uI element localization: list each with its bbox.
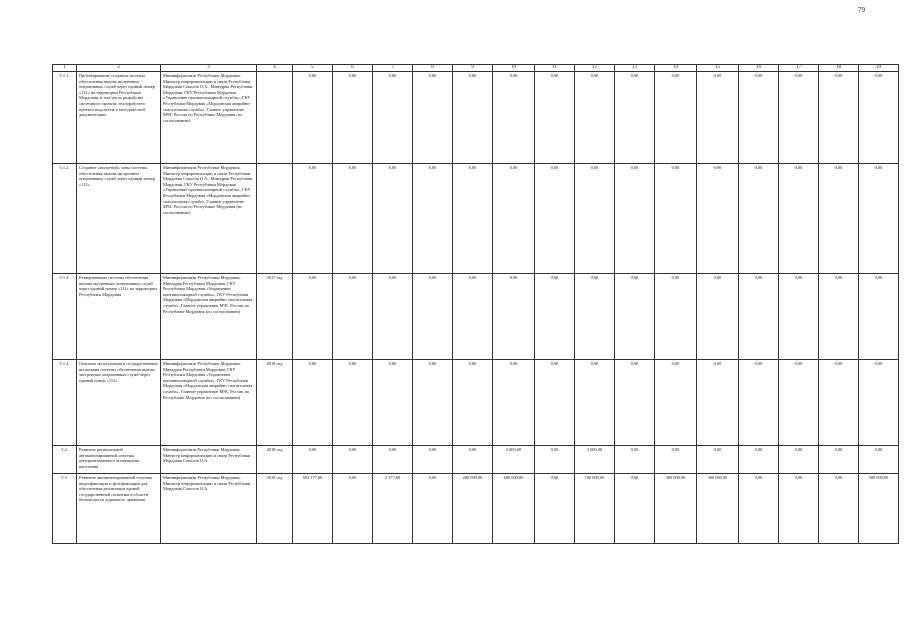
- amount-cell: 0,00: [739, 274, 779, 360]
- amount-cell: 0,00: [333, 446, 373, 474]
- table-row: [53, 474, 899, 544]
- item-year: 2018 год: [257, 360, 293, 446]
- amount-cell: 0,00: [819, 474, 859, 544]
- amount-cell: 0,00: [413, 72, 453, 164]
- item-number: 5.1.3.: [53, 274, 77, 360]
- item-executor: Мининформсвязи Республики Мордовия, Министр информатизации и связи Республики Мордовия Соколов О.А.: [161, 474, 257, 544]
- amount-cell: 0,00: [859, 360, 899, 446]
- amount-cell: 200 000,00: [453, 474, 493, 544]
- column-number-cell: 8: [413, 65, 453, 72]
- amount-cell: 300 000,00: [655, 474, 697, 544]
- amount-cell: 0,00: [493, 360, 535, 446]
- amount-cell: 0,00: [819, 164, 859, 274]
- column-number-cell: 7: [373, 65, 413, 72]
- column-number-cell: 17: [779, 65, 819, 72]
- amount-cell: 0,00: [333, 274, 373, 360]
- item-description: Развертывание системы обеспечения вызова экстренных оперативных служб через единый номер «112» на территории Республики Мордовия: [77, 274, 161, 360]
- amount-cell: 0,00: [333, 474, 373, 544]
- amount-cell: 0,00: [413, 274, 453, 360]
- column-number-cell: 18: [819, 65, 859, 72]
- amount-cell: 0,00: [293, 360, 333, 446]
- amount-cell: 0,00: [779, 164, 819, 274]
- amount-cell: 0,00: [535, 360, 575, 446]
- column-number-cell: 2: [77, 65, 161, 72]
- amount-cell: 0,00: [615, 274, 655, 360]
- page-number: 79: [858, 6, 865, 14]
- amount-cell: 3 000,00: [575, 446, 615, 474]
- amount-cell: 0,00: [819, 360, 859, 446]
- amount-cell: 0,00: [575, 72, 615, 164]
- amount-cell: 0,00: [575, 164, 615, 274]
- amount-cell: 0,00: [779, 360, 819, 446]
- column-number-cell: 15: [697, 65, 739, 72]
- column-number-cell: 11: [535, 65, 575, 72]
- column-number-cell: 10: [493, 65, 535, 72]
- table-row: [53, 274, 899, 360]
- item-description: Создание «пилотной» зоны системы обеспечения вызова экстренных оперативных служб через единый номер «112»: [77, 164, 161, 274]
- amount-cell: 0,00: [493, 274, 535, 360]
- column-number-cell: 6: [333, 65, 373, 72]
- table-row: [53, 164, 899, 274]
- amount-cell: 0,00: [453, 446, 493, 474]
- amount-cell: 0,00: [819, 446, 859, 474]
- amount-cell: 0,00: [739, 164, 779, 274]
- amount-cell: 0,00: [655, 164, 697, 274]
- amount-cell: 0,00: [293, 274, 333, 360]
- amount-cell: 502 177,60: [293, 474, 333, 544]
- amount-cell: 0,00: [535, 474, 575, 544]
- amount-cell: 0,00: [373, 274, 413, 360]
- amount-cell: 0,00: [779, 72, 819, 164]
- amount-cell: 0,00: [779, 474, 819, 544]
- amount-cell: 0,00: [779, 446, 819, 474]
- amount-cell: 0,00: [615, 446, 655, 474]
- amount-cell: 0,00: [373, 446, 413, 474]
- table-row: [53, 446, 899, 474]
- amount-cell: 100 000,00: [575, 474, 615, 544]
- amount-cell: 0,00: [493, 72, 535, 164]
- column-number-cell: 4: [257, 65, 293, 72]
- item-executor: Мининформсвязи Республики Мордовия, Минздрав Республики Мордовия, ГКУ Республики Мордовия «Управление противопожарной службы», ГКУ Республики Мордовия «Мордовская аварийно-спасательная служба», Главное управление МЧС России по Республике Мордовия (по согласованию): [161, 274, 257, 360]
- amount-cell: 0,00: [615, 360, 655, 446]
- item-description: Развитие автоматизированной системы видеофиксации и фотофиксации для обеспечения реализации единой государственной политики в области безопасности дорожного движения: [77, 474, 161, 544]
- amount-cell: 2 177,60: [373, 474, 413, 544]
- amount-cell: 0,00: [575, 274, 615, 360]
- amount-cell: 0,00: [697, 446, 739, 474]
- item-executor: Мининформсвязи Республики Мордовия, Министр информатизации и связи Республики Мордовия Соколов О.А., Минздрав Республики Мордовия, ГКУ Республики Мордовия «Управление противопожарной службы», ГКУ Республики Мордовия «Мордовская аварийно-спасательная служба», Главное управление МЧС России по Республике Мордовия (по согласованию): [161, 72, 257, 164]
- table-row: [53, 360, 899, 446]
- item-description: Опытная эксплуатация и государственные испытания системы обеспечения вызова экстренных оперативных служб через единый номер «112»: [77, 360, 161, 446]
- amount-cell: 0,00: [535, 274, 575, 360]
- amount-cell: 0,00: [453, 360, 493, 446]
- item-description: Развитие региональной автоматизированной системы централизованного оповещения населения: [77, 446, 161, 474]
- amount-cell: 0,00: [655, 446, 697, 474]
- amount-cell: 0,00: [655, 274, 697, 360]
- amount-cell: 0,00: [739, 446, 779, 474]
- item-number: 5.1.4.: [53, 360, 77, 446]
- column-number-cell: 12: [575, 65, 615, 72]
- column-number-cell: 16: [739, 65, 779, 72]
- program-table: [52, 64, 899, 544]
- item-number: 5.2.: [53, 446, 77, 474]
- amount-cell: 0,00: [333, 164, 373, 274]
- column-number-cell: 14: [655, 65, 697, 72]
- amount-cell: 0,00: [859, 164, 899, 274]
- item-year: [257, 72, 293, 164]
- amount-cell: 0,00: [819, 72, 859, 164]
- column-number-cell: 13: [615, 65, 655, 72]
- column-number-cell: 1: [53, 65, 77, 72]
- amount-cell: 0,00: [373, 72, 413, 164]
- amount-cell: 0,00: [535, 72, 575, 164]
- amount-cell: 0,00: [575, 360, 615, 446]
- amount-cell: 0,00: [413, 474, 453, 544]
- column-number-cell: 5: [293, 65, 333, 72]
- amount-cell: 0,00: [333, 360, 373, 446]
- amount-cell: 0,00: [453, 164, 493, 274]
- amount-cell: 0,00: [535, 164, 575, 274]
- amount-cell: 0,00: [859, 274, 899, 360]
- column-number-row: [53, 65, 899, 72]
- column-number-cell: 19: [859, 65, 899, 72]
- amount-cell: 0,00: [739, 72, 779, 164]
- item-number: 5.1.2.: [53, 164, 77, 274]
- amount-cell: 0,00: [655, 360, 697, 446]
- amount-cell: 300 000,00: [697, 474, 739, 544]
- amount-cell: 600 000,00: [493, 474, 535, 544]
- amount-cell: 0,00: [615, 72, 655, 164]
- amount-cell: 0,00: [413, 446, 453, 474]
- amount-cell: 0,00: [615, 164, 655, 274]
- item-executor: Мининформсвязи Республики Мордовия, Министр информатизации и связи Республики Мордовия Соколов О.А., Минздрав Республики Мордовия, ГКУ Республики Мордовия «Управление противопожарной службы», ГКУ Республики Мордовия «Мордовская аварийно-спасательная служба», Главное управление МЧС России по Республике Мордовия (по согласованию): [161, 164, 257, 274]
- amount-cell: 0,00: [615, 474, 655, 544]
- column-number-cell: 3: [161, 65, 257, 72]
- item-year: [257, 164, 293, 274]
- amount-cell: 3 000,00: [493, 446, 535, 474]
- amount-cell: 0,00: [373, 164, 413, 274]
- item-number: 5.3.: [53, 474, 77, 544]
- amount-cell: 500 000,00: [859, 474, 899, 544]
- item-year: 2017 год: [257, 274, 293, 360]
- item-description: Проектирование создания системы обеспечения вызова экстренных оперативных служб через единый номер «112» на территории Республики Мордовия, в том числе разработка системного проекта, технорабочего проекта подсистем и методической документации: [77, 72, 161, 164]
- amount-cell: 0,00: [859, 72, 899, 164]
- item-year: 2018 год: [257, 474, 293, 544]
- amount-cell: 0,00: [697, 360, 739, 446]
- item-executor: Мининформсвязи Республики Мордовия, Минздрав Республики Мордовия, ГКУ Республики Мордовия «Управление противопожарной службы», ГКУ Республики Мордовия «Мордовская аварийно-спасательная служба», Главное управление МЧС России по Республике Мордовия (по согласованию): [161, 360, 257, 446]
- amount-cell: 0,00: [293, 446, 333, 474]
- amount-cell: 0,00: [535, 446, 575, 474]
- amount-cell: 0,00: [413, 164, 453, 274]
- amount-cell: 0,00: [739, 360, 779, 446]
- amount-cell: 0,00: [779, 274, 819, 360]
- item-number: 5.1.1.: [53, 72, 77, 164]
- amount-cell: 0,00: [859, 446, 899, 474]
- amount-cell: 0,00: [333, 72, 373, 164]
- amount-cell: 0,00: [697, 164, 739, 274]
- item-executor: Мининформсвязи Республики Мордовия, Министр информатизации и связи Республики Мордовия Соколов О.А.: [161, 446, 257, 474]
- amount-cell: 0,00: [739, 474, 779, 544]
- amount-cell: 0,00: [697, 274, 739, 360]
- amount-cell: 0,00: [413, 360, 453, 446]
- amount-cell: 0,00: [453, 274, 493, 360]
- item-year: 2018 год: [257, 446, 293, 474]
- amount-cell: 0,00: [373, 360, 413, 446]
- amount-cell: 0,00: [819, 274, 859, 360]
- amount-cell: 0,00: [655, 72, 697, 164]
- table-row: [53, 72, 899, 164]
- amount-cell: 0,00: [293, 72, 333, 164]
- amount-cell: 0,00: [453, 72, 493, 164]
- amount-cell: 0,00: [493, 164, 535, 274]
- amount-cell: 0,00: [697, 72, 739, 164]
- amount-cell: 0,00: [293, 164, 333, 274]
- column-number-cell: 9: [453, 65, 493, 72]
